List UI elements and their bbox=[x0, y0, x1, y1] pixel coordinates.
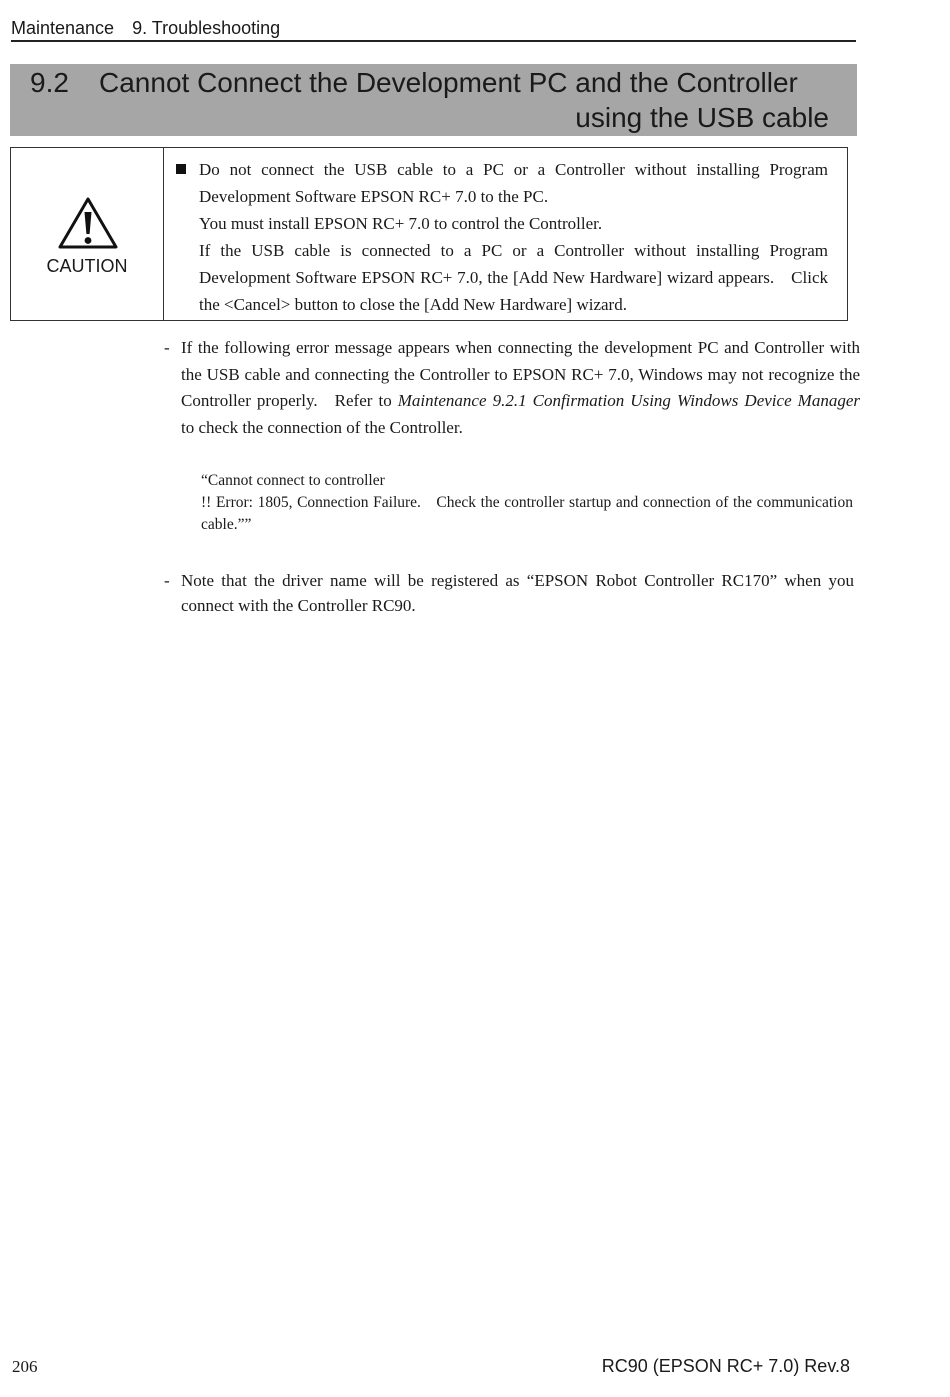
caution-label: CAUTION bbox=[46, 256, 128, 276]
list-item-text: Note that the driver name will be registered as “EPSON Robot Controller RC170” when you connect with the Controller RC90. bbox=[181, 571, 854, 615]
cross-reference: Maintenance 9.2.1 Confirmation Using Windows Device Manager bbox=[397, 391, 860, 411]
caution-icon-cell bbox=[11, 148, 164, 320]
section-title-line1: Cannot Connect the Development PC and the Controller bbox=[99, 67, 798, 98]
section-title bbox=[10, 64, 857, 136]
error-line-1: “Cannot connect to controller bbox=[201, 472, 385, 489]
item-text-after: to check the connection of the Controller. bbox=[181, 418, 463, 438]
section-title-line2: using the USB cable bbox=[575, 102, 829, 133]
page-number: 206 bbox=[12, 1357, 38, 1376]
bullet-square-icon bbox=[176, 164, 186, 174]
error-line-2: !! Error: 1805, Connection Failure. Check the controller startup and connection of the communication cable.”” bbox=[201, 494, 853, 533]
list-dash: - bbox=[164, 338, 170, 357]
error-message-quote bbox=[201, 470, 853, 536]
caution-paragraph: If the USB cable is connected to a PC or a Controller without installing Program Development Software EPSON RC+ 7.0, the [Add New Hardware] wizard appears. Click the <Cancel> button to close the [Add New Hardware] wizard. bbox=[199, 241, 828, 314]
list-item-text bbox=[181, 335, 860, 442]
list-item bbox=[164, 568, 854, 618]
item-text-before: If the following error message appears when connecting the development PC and Controller with the USB cable and connecting the Controller to EPSON RC+ 7.0, Windows may not recognize the Controller properly. Refer to bbox=[181, 338, 860, 411]
list-item bbox=[164, 335, 860, 442]
caution-paragraph: Do not connect the USB cable to a PC or a Controller without installing Program Development Software EPSON RC+ 7.0 to the PC. bbox=[199, 160, 828, 206]
list-dash: - bbox=[164, 571, 170, 590]
header-chapter: 9. Troubleshooting bbox=[132, 18, 281, 38]
section-number: 9.2 bbox=[30, 67, 69, 98]
caution-paragraph: You must install EPSON RC+ 7.0 to control the Controller. bbox=[199, 214, 603, 233]
caution-text bbox=[199, 156, 828, 318]
running-header bbox=[11, 17, 856, 42]
document-id: RC90 (EPSON RC+ 7.0) Rev.8 bbox=[601, 1356, 850, 1376]
header-section: Maintenance bbox=[11, 18, 115, 38]
warning-triangle-icon bbox=[57, 196, 119, 250]
caution-box bbox=[10, 147, 848, 321]
